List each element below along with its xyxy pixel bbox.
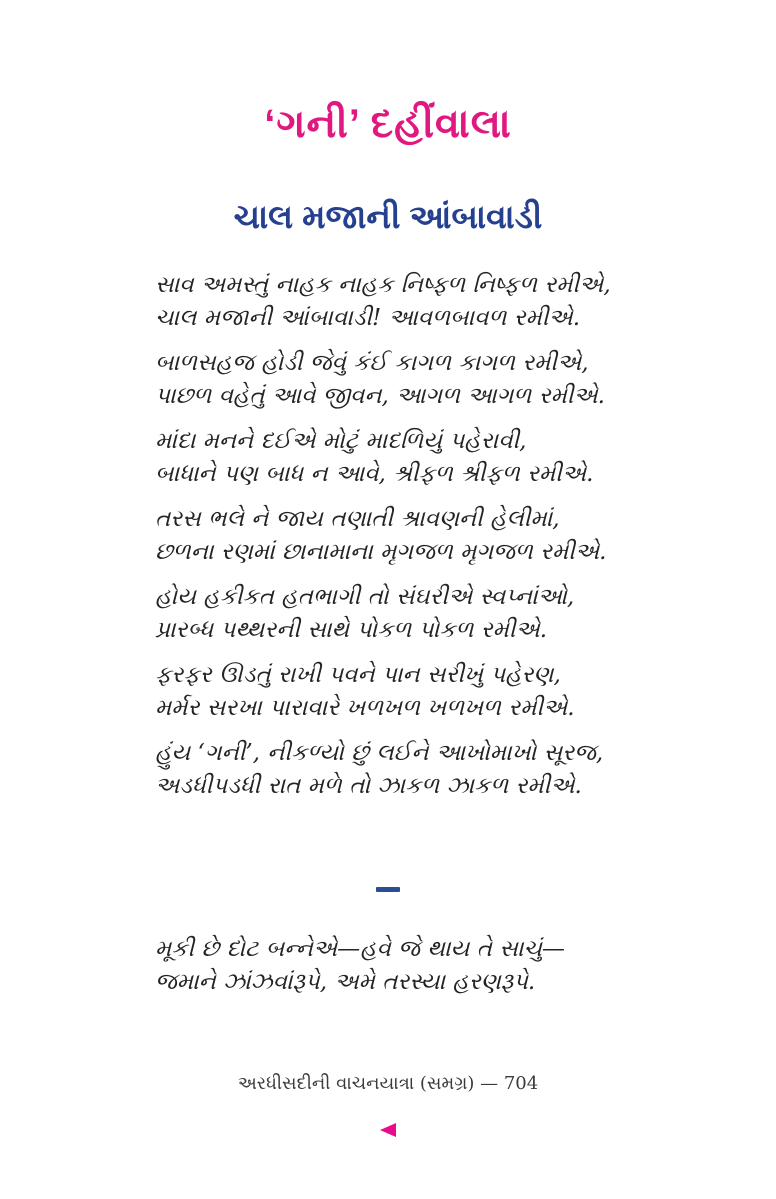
- poem-line: ચાલ મજાની આંબાવાડી! આવળબાવળ રમીએ.: [155, 304, 580, 331]
- poem-line: પ્રારબ્ધ પથ્થરની સાથે પોકળ પોકળ રમીએ.: [155, 616, 548, 643]
- poem-line: પાછળ વહેતું આવે જીવન, આગળ આગળ રમીએ.: [155, 382, 605, 409]
- author-name: ‘ગની’ દહીંવાલા: [264, 102, 512, 146]
- stanza-3: [155, 425, 716, 490]
- stanza-6: [155, 659, 716, 724]
- epigram-line: જમાને ઝાંઝવાંરૂપે, અમે તરસ્યા હરણરૂપે.: [155, 968, 536, 995]
- stanza-4: [155, 503, 716, 568]
- poem-line: બાધાને પણ બાધ ન આવે, શ્રીફળ શ્રીફળ રમીએ.: [155, 460, 594, 487]
- section-separator-dash: [376, 887, 400, 892]
- poem-line: અડધીપડધી રાત મળે તો ઝાકળ ઝાકળ રમીએ.: [155, 772, 582, 799]
- stanza-7: [155, 737, 716, 802]
- epigram-line: મૂકી છે દોટ બન્નેએ—હવે જે થાય તે સાચું—: [155, 936, 565, 962]
- poem-line: ફરફર ઊડતું રાખી પવને પાન સરીખું પહેરણ,: [155, 662, 561, 688]
- poem-line: હુંય ‘ગની’, નીકળ્યો છું લઈને આખોમાખો સૂરજ,: [155, 740, 604, 766]
- poem-title: ચાલ મજાની આંબાવાડી: [233, 198, 543, 235]
- stanza-2: [155, 347, 716, 412]
- left-triangle-icon: [380, 1123, 396, 1137]
- poem-line: બાળસહજ હોડી જેવું કંઈ કાગળ કાગળ રમીએ,: [155, 350, 589, 376]
- poem-line: માંદા મનને દઈએ મોટું માદળિયું પહેરાવી,: [155, 428, 527, 454]
- stanza-5: [155, 581, 716, 646]
- poem-line: સાવ અમસ્તું નાહક નાહક નિષ્ફળ નિષ્ફળ રમીએ,: [155, 272, 611, 298]
- poem-body: [155, 269, 716, 815]
- stanza-1: [155, 269, 716, 334]
- footer-text: અરધીસદીની વાચનયાત્રા (સમગ્ર) — 704: [237, 1073, 539, 1094]
- poem-line: તરસ ભલે ને જાય તણાતી શ્રાવણની હેલીમાં,: [155, 506, 560, 532]
- poem-line: છળના રણમાં છાનામાના મૃગજળ મૃગજળ રમીએ.: [155, 538, 607, 565]
- poem-line: હોય હકીકત હતભાગી તો સંઘરીએ સ્વપ્નાંઓ,: [155, 584, 575, 610]
- page-footer: [0, 1072, 776, 1096]
- poem-line: મર્મર સરખા પારાવારે ખળખળ ખળખળ રમીએ.: [155, 694, 575, 721]
- epigram: [155, 933, 716, 998]
